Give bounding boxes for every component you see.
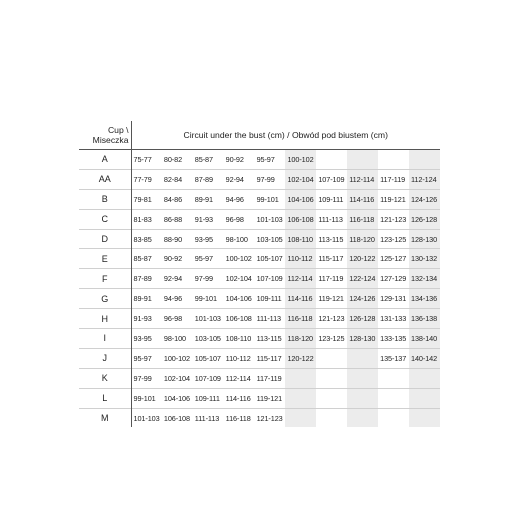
size-cell: 80-82 [162,150,193,170]
size-cell: 117-119 [316,269,347,289]
table-row [79,229,440,249]
cup-label: K [79,368,131,388]
size-cell: 102-104 [224,269,255,289]
size-cell: 116-118 [285,309,316,329]
size-cell [285,408,316,427]
size-cell: 107-109 [316,169,347,189]
size-cell: 97-99 [255,169,286,189]
size-cell: 85-87 [193,150,224,170]
size-chart-table [79,121,440,427]
table-row [79,329,440,349]
size-cell: 100-102 [285,150,316,170]
size-cell: 120-122 [347,249,378,269]
size-cell: 100-102 [162,348,193,368]
cup-label: C [79,209,131,229]
size-cell: 102-104 [162,368,193,388]
size-cell: 104-106 [224,289,255,309]
size-cell: 118-120 [347,229,378,249]
size-cell: 101-103 [255,209,286,229]
size-cell: 91-93 [193,209,224,229]
size-cell: 112-114 [347,169,378,189]
size-cell: 89-91 [193,189,224,209]
size-cell: 121-123 [378,209,409,229]
size-cell: 94-96 [162,289,193,309]
size-cell: 104-106 [285,189,316,209]
size-cell: 102-104 [285,169,316,189]
size-cell: 136-138 [409,309,440,329]
corner-label-line1: Cup \ [107,125,129,135]
size-cell: 84-86 [162,189,193,209]
size-cell: 92-94 [224,169,255,189]
size-cell: 128-130 [347,329,378,349]
table-row [79,388,440,408]
size-cell: 115-117 [316,249,347,269]
size-cell: 75-77 [131,150,162,170]
size-cell: 116-118 [347,209,378,229]
size-cell: 87-89 [193,169,224,189]
size-cell: 120-122 [285,348,316,368]
size-cell: 124-126 [347,289,378,309]
size-cell: 112-114 [224,368,255,388]
size-cell [409,150,440,170]
size-cell: 125-127 [378,249,409,269]
size-cell: 133-135 [378,329,409,349]
size-cell: 135-137 [378,348,409,368]
size-cell: 111-113 [193,408,224,427]
size-cell: 124-126 [409,189,440,209]
size-cell: 97-99 [131,368,162,388]
size-cell: 92-94 [162,269,193,289]
size-cell: 85-87 [131,249,162,269]
size-cell: 106-108 [162,408,193,427]
corner-cell [79,121,131,150]
size-cell: 110-112 [224,348,255,368]
size-cell: 77-79 [131,169,162,189]
size-cell [409,408,440,427]
size-cell: 121-123 [255,408,286,427]
size-cell: 107-109 [255,269,286,289]
size-cell: 138-140 [409,329,440,349]
table-row [79,368,440,388]
size-cell: 81-83 [131,209,162,229]
size-cell: 93-95 [193,229,224,249]
size-cell: 104-106 [162,388,193,408]
size-cell: 95-97 [255,150,286,170]
size-cell: 89-91 [131,289,162,309]
cup-label: B [79,189,131,209]
corner-label-line2: Miseczka [92,135,129,145]
size-cell: 99-101 [131,388,162,408]
size-cell: 114-116 [285,289,316,309]
size-cell: 127-129 [378,269,409,289]
size-cell: 94-96 [224,189,255,209]
size-cell [285,368,316,388]
size-cell: 131-133 [378,309,409,329]
size-cell [378,408,409,427]
table-row [79,189,440,209]
cup-label: D [79,229,131,249]
size-cell: 118-120 [285,329,316,349]
column-header: Circuit under the bust (cm) / Obwód pod biustem (cm) [183,130,388,140]
size-cell [316,348,347,368]
size-cell: 103-105 [255,229,286,249]
size-cell: 113-115 [255,329,286,349]
table-row [79,348,440,368]
size-cell: 116-118 [224,408,255,427]
table-row [79,209,440,229]
cup-label: I [79,329,131,349]
size-cell: 79-81 [131,189,162,209]
size-cell: 87-89 [131,269,162,289]
size-cell: 130-132 [409,249,440,269]
size-cell: 112-114 [285,269,316,289]
size-cell [316,368,347,388]
size-cell: 114-116 [224,388,255,408]
size-cell: 126-128 [409,209,440,229]
size-cell: 105-107 [193,348,224,368]
cup-label: H [79,309,131,329]
table-row [79,169,440,189]
size-cell: 134-136 [409,289,440,309]
header-row [79,121,440,150]
size-cell [409,368,440,388]
size-cell [347,348,378,368]
size-cell: 117-119 [378,169,409,189]
size-cell: 123-125 [316,329,347,349]
size-cell: 99-101 [193,289,224,309]
cup-label: F [79,269,131,289]
cup-label: A [79,150,131,170]
size-cell [378,150,409,170]
table-row [79,150,440,170]
size-cell [316,150,347,170]
size-cell: 99-101 [255,189,286,209]
size-cell: 101-103 [193,309,224,329]
size-cell: 115-117 [255,348,286,368]
size-cell [285,388,316,408]
size-cell [316,408,347,427]
cup-label: G [79,289,131,309]
cup-label: AA [79,169,131,189]
size-cell: 101-103 [131,408,162,427]
size-cell: 91-93 [131,309,162,329]
size-cell: 122-124 [347,269,378,289]
size-cell: 126-128 [347,309,378,329]
size-cell: 129-131 [378,289,409,309]
size-cell: 93-95 [131,329,162,349]
cup-label: E [79,249,131,269]
cup-label: M [79,408,131,427]
size-cell [347,388,378,408]
size-cell: 112-124 [409,169,440,189]
size-cell: 109-111 [255,289,286,309]
table-row [79,249,440,269]
size-cell: 95-97 [193,249,224,269]
size-cell: 140-142 [409,348,440,368]
table-row [79,309,440,329]
size-cell: 108-110 [224,329,255,349]
table-row [79,408,440,427]
size-cell [316,388,347,408]
table-body [79,150,440,428]
size-cell: 88-90 [162,229,193,249]
size-cell: 113-115 [316,229,347,249]
size-cell [378,388,409,408]
table-row [79,269,440,289]
size-cell: 109-111 [193,388,224,408]
size-cell: 106-108 [224,309,255,329]
table-row [79,289,440,309]
size-cell: 123-125 [378,229,409,249]
cup-label: L [79,388,131,408]
size-cell [378,368,409,388]
size-cell: 111-113 [255,309,286,329]
size-cell: 109-111 [316,189,347,209]
size-cell: 96-98 [224,209,255,229]
size-cell: 119-121 [378,189,409,209]
size-cell [347,150,378,170]
size-cell: 95-97 [131,348,162,368]
size-cell: 106-108 [285,209,316,229]
size-cell [347,368,378,388]
size-cell: 97-99 [193,269,224,289]
size-cell: 96-98 [162,309,193,329]
size-cell: 107-109 [193,368,224,388]
size-cell: 110-112 [285,249,316,269]
size-cell: 90-92 [224,150,255,170]
size-cell: 119-121 [255,388,286,408]
size-cell: 83-85 [131,229,162,249]
size-cell: 111-113 [316,209,347,229]
size-cell: 132-134 [409,269,440,289]
size-cell: 90-92 [162,249,193,269]
size-cell: 86-88 [162,209,193,229]
size-cell: 98-100 [224,229,255,249]
size-cell: 117-119 [255,368,286,388]
size-cell: 128-130 [409,229,440,249]
size-cell: 105-107 [255,249,286,269]
size-cell: 98-100 [162,329,193,349]
size-cell: 100-102 [224,249,255,269]
cup-label: J [79,348,131,368]
size-cell: 103-105 [193,329,224,349]
size-cell: 82-84 [162,169,193,189]
size-cell: 114-116 [347,189,378,209]
size-cell: 108-110 [285,229,316,249]
size-cell: 121-123 [316,309,347,329]
size-cell [347,408,378,427]
size-cell: 119-121 [316,289,347,309]
size-cell [409,388,440,408]
